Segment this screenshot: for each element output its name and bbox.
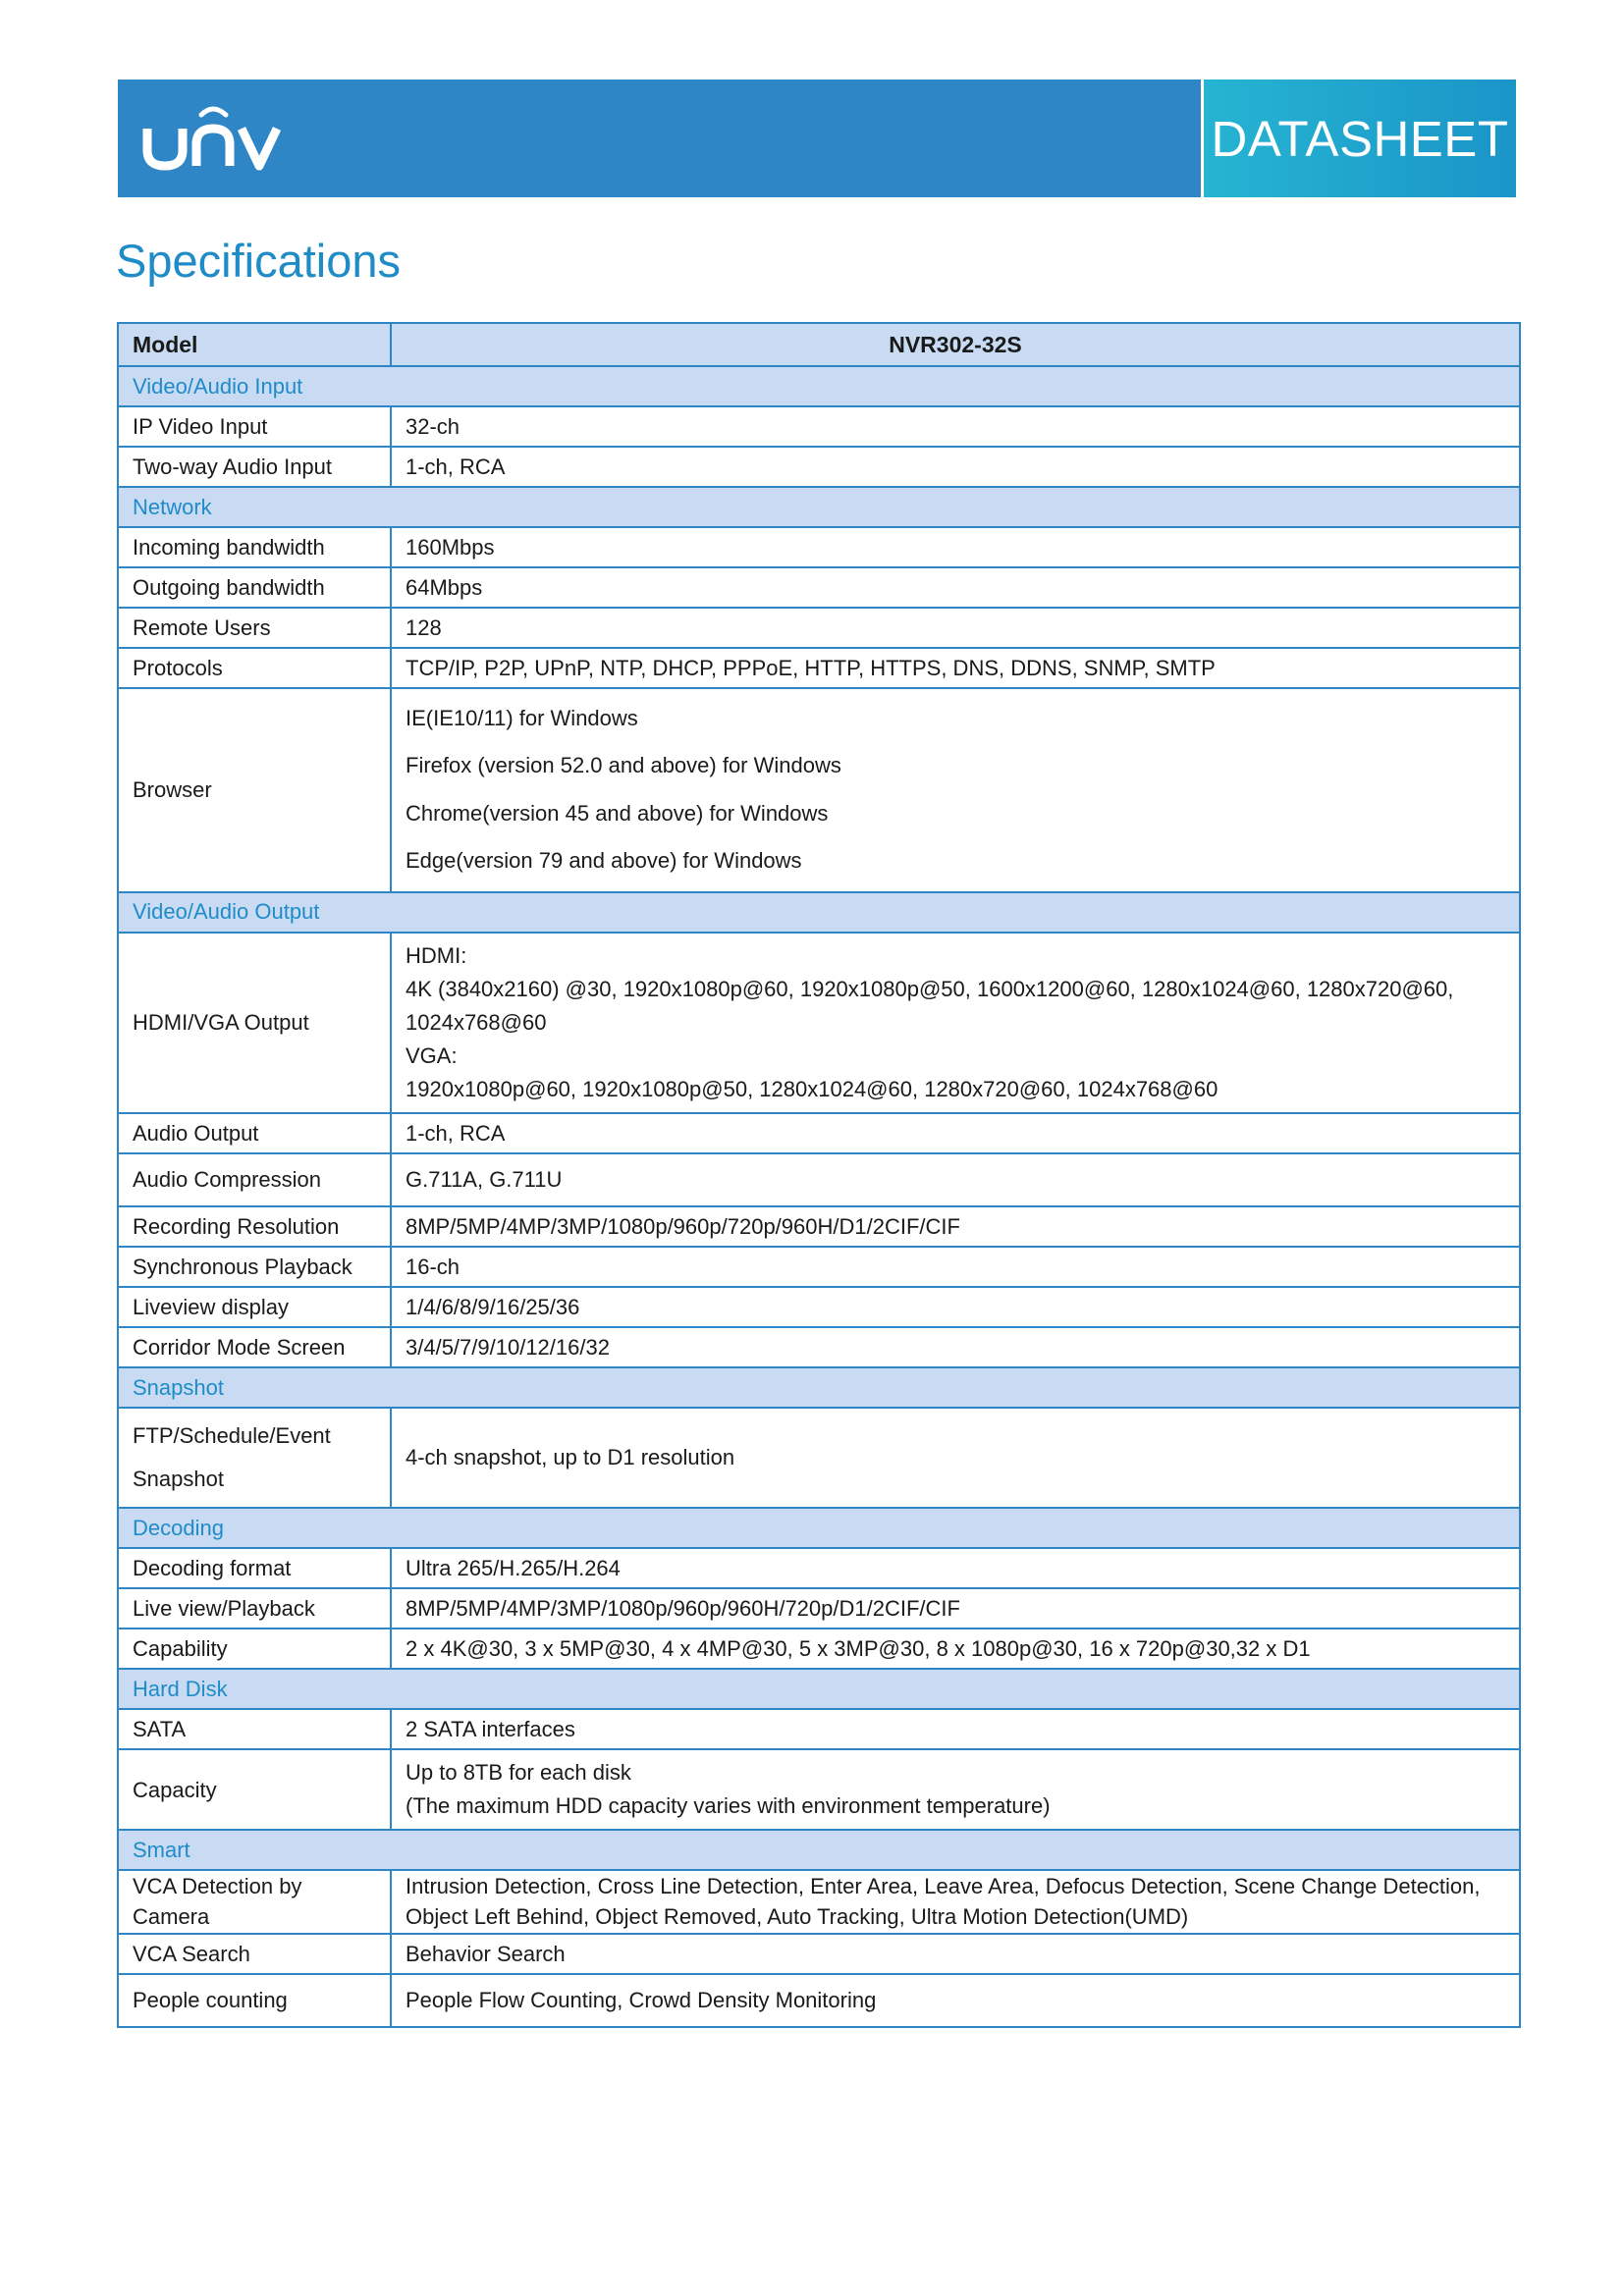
spec-row <box>118 1974 1520 2027</box>
section-header-row <box>118 1830 1520 1870</box>
spec-label: Audio Output <box>118 1113 391 1153</box>
section-title: Snapshot <box>118 1367 1520 1408</box>
section-title: Hard Disk <box>118 1669 1520 1709</box>
spec-value <box>391 1153 1520 1206</box>
model-row <box>118 323 1520 366</box>
spec-value-line: 2 x 4K@30, 3 x 5MP@30, 4 x 4MP@30, 5 x 3MP@30, 8 x 1080p@30, 16 x 720p@30,32 x D1 <box>406 1635 1311 1661</box>
datasheet-tag <box>1201 80 1516 197</box>
spec-value-line: People Flow Counting, Crowd Density Monitoring <box>406 1988 877 2013</box>
spec-value <box>391 1870 1520 1933</box>
spec-row <box>118 688 1520 892</box>
header-logo-area <box>118 80 1201 197</box>
spec-value <box>391 1408 1520 1508</box>
spec-value-line: Edge(version 79 and above) for Windows <box>406 848 802 874</box>
spec-value-line: HDMI: <box>406 942 467 968</box>
spec-label: VCA Search <box>118 1934 391 1974</box>
spec-value-line: 160Mbps <box>406 534 495 560</box>
section-title: Video/Audio Input <box>118 366 1520 406</box>
spec-row <box>118 1629 1520 1669</box>
spec-value-line: VGA: <box>406 1042 458 1068</box>
spec-label: Live view/Playback <box>118 1588 391 1629</box>
spec-label: IP Video Input <box>118 406 391 447</box>
spec-value-line: Intrusion Detection, Cross Line Detection, Enter Area, Leave Area, Defocus Detection, Scene Change Detection, Object Left Behind, Object Removed, Auto Tracking, Ultra Motion Detection(UMD) <box>406 1874 1481 1930</box>
section-header-row <box>118 1367 1520 1408</box>
spec-row <box>118 648 1520 688</box>
header-banner <box>118 80 1516 197</box>
spec-value-line: G.711A, G.711U <box>406 1167 563 1193</box>
spec-value <box>391 1206 1520 1247</box>
spec-value-line: Ultra 265/H.265/H.264 <box>406 1555 621 1580</box>
spec-value-line: TCP/IP, P2P, UPnP, NTP, DHCP, PPPoE, HTTP, HTTPS, DNS, DDNS, SNMP, SMTP <box>406 655 1216 680</box>
spec-value-line: 16-ch <box>406 1254 460 1279</box>
section-header-row <box>118 487 1520 527</box>
spec-value <box>391 933 1520 1113</box>
spec-row <box>118 1113 1520 1153</box>
spec-value-line: 64Mbps <box>406 574 483 600</box>
spec-row <box>118 933 1520 1113</box>
spec-value-line: 128 <box>406 614 442 640</box>
datasheet-label: DATASHEET <box>1211 110 1509 167</box>
spec-row <box>118 1287 1520 1327</box>
spec-value <box>391 1749 1520 1830</box>
spec-label: Incoming bandwidth <box>118 527 391 567</box>
spec-row <box>118 406 1520 447</box>
specifications-table <box>117 322 1521 2028</box>
spec-value-line: 32-ch <box>406 413 460 439</box>
spec-value <box>391 688 1520 892</box>
spec-row <box>118 1588 1520 1629</box>
spec-label: Remote Users <box>118 608 391 648</box>
spec-row <box>118 447 1520 487</box>
spec-row <box>118 1548 1520 1588</box>
section-title: Smart <box>118 1830 1520 1870</box>
spec-label: Recording Resolution <box>118 1206 391 1247</box>
spec-value-line: 1-ch, RCA <box>406 454 506 479</box>
spec-value-line: 1/4/6/8/9/16/25/36 <box>406 1294 580 1319</box>
spec-label: Two-way Audio Input <box>118 447 391 487</box>
spec-label: Browser <box>118 688 391 892</box>
spec-value <box>391 1629 1520 1669</box>
spec-value-line: Behavior Search <box>406 1941 566 1966</box>
spec-label: SATA <box>118 1709 391 1749</box>
spec-row <box>118 608 1520 648</box>
spec-value-line: 4K (3840x2160) @30, 1920x1080p@60, 1920x1080p@50, 1600x1200@60, 1280x1024@60, 1280x720@60, 1024x768@60 <box>406 976 1454 1035</box>
spec-value <box>391 1287 1520 1327</box>
spec-label: Capability <box>118 1629 391 1669</box>
spec-value-line: 3/4/5/7/9/10/12/16/32 <box>406 1334 610 1360</box>
spec-row <box>118 1408 1520 1508</box>
spec-value-line: 8MP/5MP/4MP/3MP/1080p/960p/960H/720p/D1/2CIF/CIF <box>406 1595 960 1621</box>
spec-value <box>391 567 1520 608</box>
section-title: Video/Audio Output <box>118 892 1520 933</box>
spec-row <box>118 1749 1520 1830</box>
spec-row <box>118 1206 1520 1247</box>
section-header-row <box>118 1508 1520 1548</box>
spec-value <box>391 1327 1520 1367</box>
spec-row <box>118 1247 1520 1287</box>
model-value: NVR302-32S <box>391 323 1520 366</box>
spec-label: People counting <box>118 1974 391 2027</box>
section-title: Network <box>118 487 1520 527</box>
spec-value-line: Firefox (version 52.0 and above) for Windows <box>406 753 841 778</box>
spec-value-line: Up to 8TB for each disk <box>406 1760 631 1786</box>
spec-label: Protocols <box>118 648 391 688</box>
spec-value <box>391 527 1520 567</box>
spec-label: Outgoing bandwidth <box>118 567 391 608</box>
unv-logo <box>139 101 287 180</box>
spec-label: Synchronous Playback <box>118 1247 391 1287</box>
spec-value-line: Chrome(version 45 and above) for Windows <box>406 800 829 826</box>
spec-value <box>391 648 1520 688</box>
spec-label: Liveview display <box>118 1287 391 1327</box>
spec-row <box>118 527 1520 567</box>
spec-value <box>391 1113 1520 1153</box>
section-header-row <box>118 1669 1520 1709</box>
spec-label: VCA Detection by Camera <box>118 1870 391 1933</box>
spec-label: FTP/Schedule/Event Snapshot <box>118 1408 391 1508</box>
spec-value <box>391 1934 1520 1974</box>
spec-value-line: IE(IE10/11) for Windows <box>406 706 638 730</box>
spec-row <box>118 1934 1520 1974</box>
spec-value-line: (The maximum HDD capacity varies with environment temperature) <box>406 1793 1051 1819</box>
section-header-row <box>118 892 1520 933</box>
spec-value-line: 1-ch, RCA <box>406 1120 506 1146</box>
spec-value <box>391 1588 1520 1629</box>
spec-label: Decoding format <box>118 1548 391 1588</box>
spec-label: Corridor Mode Screen <box>118 1327 391 1367</box>
spec-label: Capacity <box>118 1749 391 1830</box>
model-label: Model <box>118 323 391 366</box>
spec-value <box>391 1974 1520 2027</box>
spec-value-line: 4-ch snapshot, up to D1 resolution <box>406 1445 735 1470</box>
spec-value <box>391 1548 1520 1588</box>
page-title: Specifications <box>116 235 401 287</box>
spec-value <box>391 447 1520 487</box>
spec-row <box>118 567 1520 608</box>
spec-value <box>391 608 1520 648</box>
spec-row <box>118 1153 1520 1206</box>
spec-value-line: 2 SATA interfaces <box>406 1716 575 1741</box>
spec-value <box>391 1247 1520 1287</box>
spec-row <box>118 1870 1520 1933</box>
spec-value <box>391 406 1520 447</box>
section-title: Decoding <box>118 1508 1520 1548</box>
spec-row <box>118 1709 1520 1749</box>
section-header-row <box>118 366 1520 406</box>
spec-value-line: 8MP/5MP/4MP/3MP/1080p/960p/720p/960H/D1/2CIF/CIF <box>406 1213 960 1239</box>
spec-label: HDMI/VGA Output <box>118 933 391 1113</box>
spec-value <box>391 1709 1520 1749</box>
spec-row <box>118 1327 1520 1367</box>
spec-label: Audio Compression <box>118 1153 391 1206</box>
spec-value-line: 1920x1080p@60, 1920x1080p@50, 1280x1024@60, 1280x720@60, 1024x768@60 <box>406 1076 1218 1101</box>
